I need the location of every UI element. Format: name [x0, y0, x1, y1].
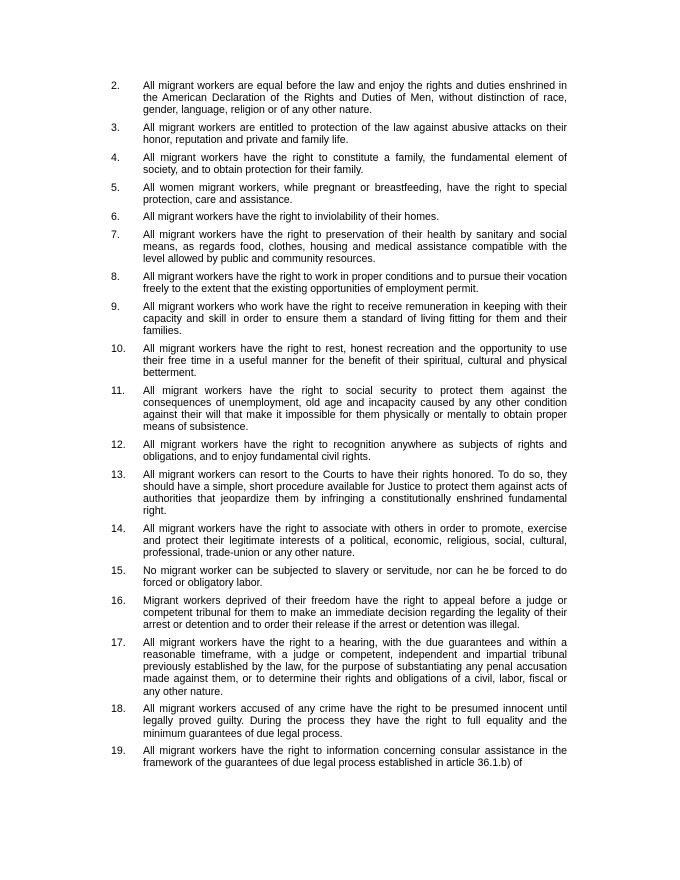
- item-number: 3.: [111, 122, 120, 134]
- list-item: [111, 229, 567, 266]
- list-item: [111, 523, 567, 560]
- item-text: All migrant workers accused of any crime have the right to be presumed innocent until legally proved guilty. During the process they have the right to full equality and the minimum guarantees of due legal process.: [143, 703, 567, 740]
- item-number: 19.: [111, 745, 126, 758]
- list-item: [111, 385, 567, 434]
- item-text: All migrant workers have the right to rest, honest recreation and the opportunity to use their free time in a useful manner for the benefit of their spiritual, cultural and physical betterment.: [143, 342, 567, 380]
- item-text: All migrant workers can resort to the Courts to have their rights honored. To do so, they should have a simple, short procedure available for Justice to protect them against acts of authorities that jeopardize them by infringing a constitutionally enshrined fundamental right.: [143, 468, 567, 518]
- list-item: [111, 271, 567, 295]
- item-number: 18.: [111, 703, 126, 716]
- item-number: 17.: [111, 636, 126, 649]
- item-text: All migrant workers have the right to associate with others in order to promote, exercise and protect their legitimate interests of a political, economic, religious, social, cultural, professional, trade-union or any other nature.: [143, 522, 567, 560]
- item-number: 13.: [111, 468, 126, 481]
- item-number: 16.: [111, 594, 126, 607]
- item-text: All migrant workers have the right to work in proper conditions and to pursue their vocation freely to the extent that the existing opportunities of employment permit.: [143, 270, 567, 296]
- item-number: 7.: [111, 228, 120, 241]
- list-item: [111, 80, 567, 117]
- list-item: [111, 637, 567, 698]
- item-number: 10.: [111, 342, 126, 355]
- item-text: All migrant workers are entitled to protection of the law against abusive attacks on their honor, reputation and private and family life.: [143, 122, 567, 147]
- list-item: [111, 211, 567, 223]
- list-item: [111, 152, 567, 176]
- item-text: Migrant workers deprived of their freedom have the right to appeal before a judge or competent tribunal for them to make an immediate decision regarding the legality of their arrest or detention and to order their release if the arrest or detention was illegal.: [143, 594, 567, 632]
- item-number: 15.: [111, 564, 126, 577]
- list-item: [111, 595, 567, 632]
- item-text: All migrant workers have the right to preservation of their health by sanitary and social means, as regards food, clothes, housing and medical assistance compatible with the level allowed by public and community resources.: [143, 228, 567, 266]
- item-number: 8.: [111, 270, 120, 283]
- list-item: [111, 703, 567, 740]
- list-item: [111, 439, 567, 463]
- list-item: [111, 122, 567, 146]
- item-number: 9.: [111, 300, 120, 313]
- list-item: [111, 745, 567, 769]
- item-text: All migrant workers have the right to information concerning consular assistance in the framework of the guarantees of due legal process established in article 36.1.b) of: [143, 745, 567, 770]
- item-number: 14.: [111, 522, 126, 535]
- item-text: All migrant workers have the right to constitute a family, the fundamental element of society, and to obtain protection for their family.: [143, 151, 567, 176]
- item-text: All migrant workers who work have the right to receive remuneration in keeping with their capacity and skill in order to ensure them a standard of living fitting for them and their families.: [143, 300, 567, 338]
- list-item: [111, 469, 567, 518]
- item-text: All migrant workers have the right to a hearing, with the due guarantees and within a reasonable timeframe, with a judge or competent, independent and impartial tribunal previously established by the law, for the purpose of substantiating any penal accusation made against them, or to determine their rights and obligations of a civil, labor, fiscal or any other nature.: [143, 636, 567, 698]
- item-number: 2.: [111, 80, 120, 92]
- list-item: [111, 565, 567, 589]
- item-number: 5.: [111, 181, 120, 194]
- item-text: All migrant workers have the right to social security to protect them against the consequences of unemployment, old age and incapacity caused by any other condition against their will that make it impossible for them physically or mentally to obtain proper means of subsistence.: [143, 384, 567, 434]
- item-number: 11.: [111, 384, 125, 397]
- item-number: 4.: [111, 151, 120, 164]
- list-item: [111, 301, 567, 338]
- item-text: All migrant workers have the right to recognition anywhere as subjects of rights and obligations, and to enjoy fundamental civil rights.: [143, 438, 567, 464]
- list-item: [111, 343, 567, 380]
- item-text: No migrant worker can be subjected to slavery or servitude, nor can he be forced to do forced or obligatory labor.: [143, 564, 567, 590]
- item-number: 12.: [111, 438, 126, 451]
- item-text: All migrant workers are equal before the law and enjoy the rights and duties enshrined in the American Declaration of the Rights and Duties of Men, without distinction of race, gender, language, religion or of any other nature.: [143, 80, 567, 117]
- item-text: All migrant workers have the right to inviolability of their homes.: [143, 211, 440, 224]
- list-item: [111, 182, 567, 206]
- item-number: 6.: [111, 211, 120, 224]
- item-text: All women migrant workers, while pregnant or breastfeeding, have the right to special protection, care and assistance.: [143, 181, 567, 206]
- rights-list: [111, 80, 567, 775]
